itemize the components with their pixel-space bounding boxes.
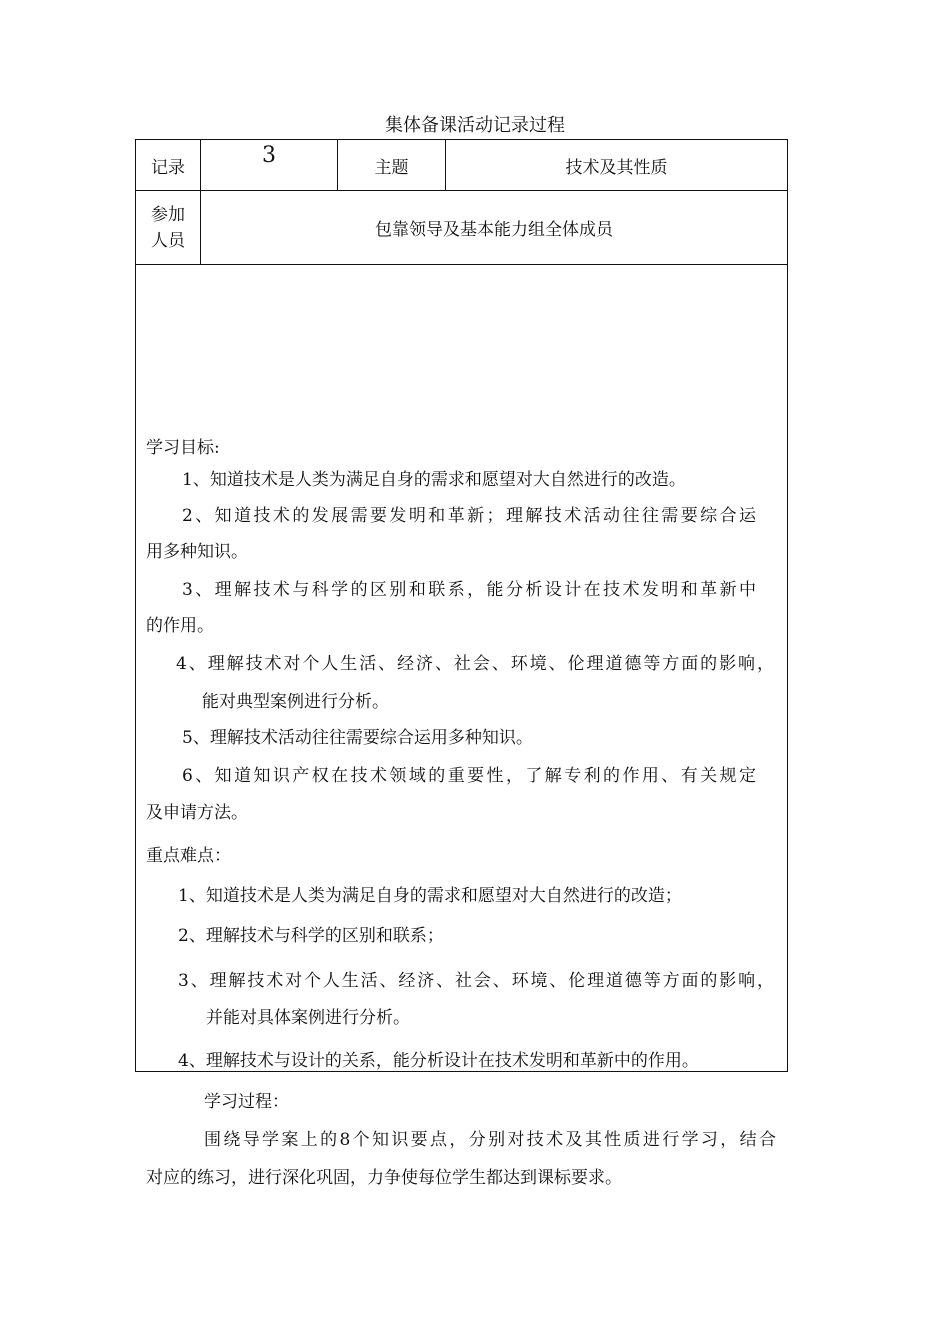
objective-item-6-line-1: 6、知道知识产权在技术领域的重要性，了解专利的作用、有关规定 xyxy=(182,766,756,786)
objective-item-5: 5、理解技术活动往往需要综合运用多种知识。 xyxy=(182,728,533,748)
record-number-cell xyxy=(201,140,338,191)
objective-item-4-line-1: 4、理解技术对个人生活、经济、社会、环境、伦理道德等方面的影响， xyxy=(176,654,774,674)
objective-item-2-line-1: 2、知道技术的发展需要发明和革新；理解技术活动往往需要综合运 xyxy=(182,506,756,526)
content-cell xyxy=(136,265,788,1188)
key-point-item-4: 4、理解技术与设计的关系，能分析设计在技术发明和革新中的作用。 xyxy=(178,1051,699,1071)
key-point-item-3-line-2: 并能对具体案例进行分析。 xyxy=(206,1008,410,1028)
header-row xyxy=(136,140,788,191)
objective-item-1: 1、知道技术是人类为满足自身的需求和愿望对大自然进行的改造。 xyxy=(182,470,686,490)
process-paragraph-line-1: 围绕导学案上的8个知识要点，分别对技术及其性质进行学习，结合 xyxy=(204,1130,776,1150)
topic-label: 主题 xyxy=(338,140,446,191)
content-body xyxy=(136,265,787,1188)
key-point-item-2: 2、理解技术与科学的区别和联系； xyxy=(178,926,444,946)
record-number: 3 xyxy=(262,142,276,168)
key-point-item-1: 1、知道技术是人类为满足自身的需求和愿望对大自然进行的改造； xyxy=(178,886,682,906)
content-row xyxy=(136,265,788,1072)
objectives-heading: 学习目标: xyxy=(146,438,220,458)
objective-item-3-line-2: 的作用。 xyxy=(146,616,214,636)
participants-label-line2: 人员 xyxy=(151,230,185,251)
record-label: 记录 xyxy=(136,140,201,191)
process-paragraph-line-2: 对应的练习，进行深化巩固，力争使每位学生都达到课标要求。 xyxy=(146,1168,622,1188)
objective-item-3-line-1: 3、理解技术与科学的区别和联系，能分析设计在技术发明和革新中 xyxy=(182,580,756,600)
topic-value: 技术及其性质 xyxy=(446,140,788,191)
objective-item-4-line-2: 能对典型案例进行分析。 xyxy=(202,692,389,712)
document-title: 集体备课活动记录过程 xyxy=(385,115,565,136)
participants-value: 包靠领导及基本能力组全体成员 xyxy=(201,191,788,265)
objective-item-6-line-2: 及申请方法。 xyxy=(146,803,248,823)
key-point-item-3-line-1: 3、理解技术对个人生活、经济、社会、环境、伦理道德等方面的影响， xyxy=(178,971,774,991)
objective-item-2-line-2: 用多种知识。 xyxy=(146,542,248,562)
record-table xyxy=(135,139,788,1188)
participants-row xyxy=(136,191,788,265)
participants-label xyxy=(136,191,201,265)
process-heading: 学习过程： xyxy=(204,1092,289,1112)
key-points-heading: 重点难点： xyxy=(146,846,231,866)
participants-label-line1: 参加 xyxy=(151,204,185,225)
